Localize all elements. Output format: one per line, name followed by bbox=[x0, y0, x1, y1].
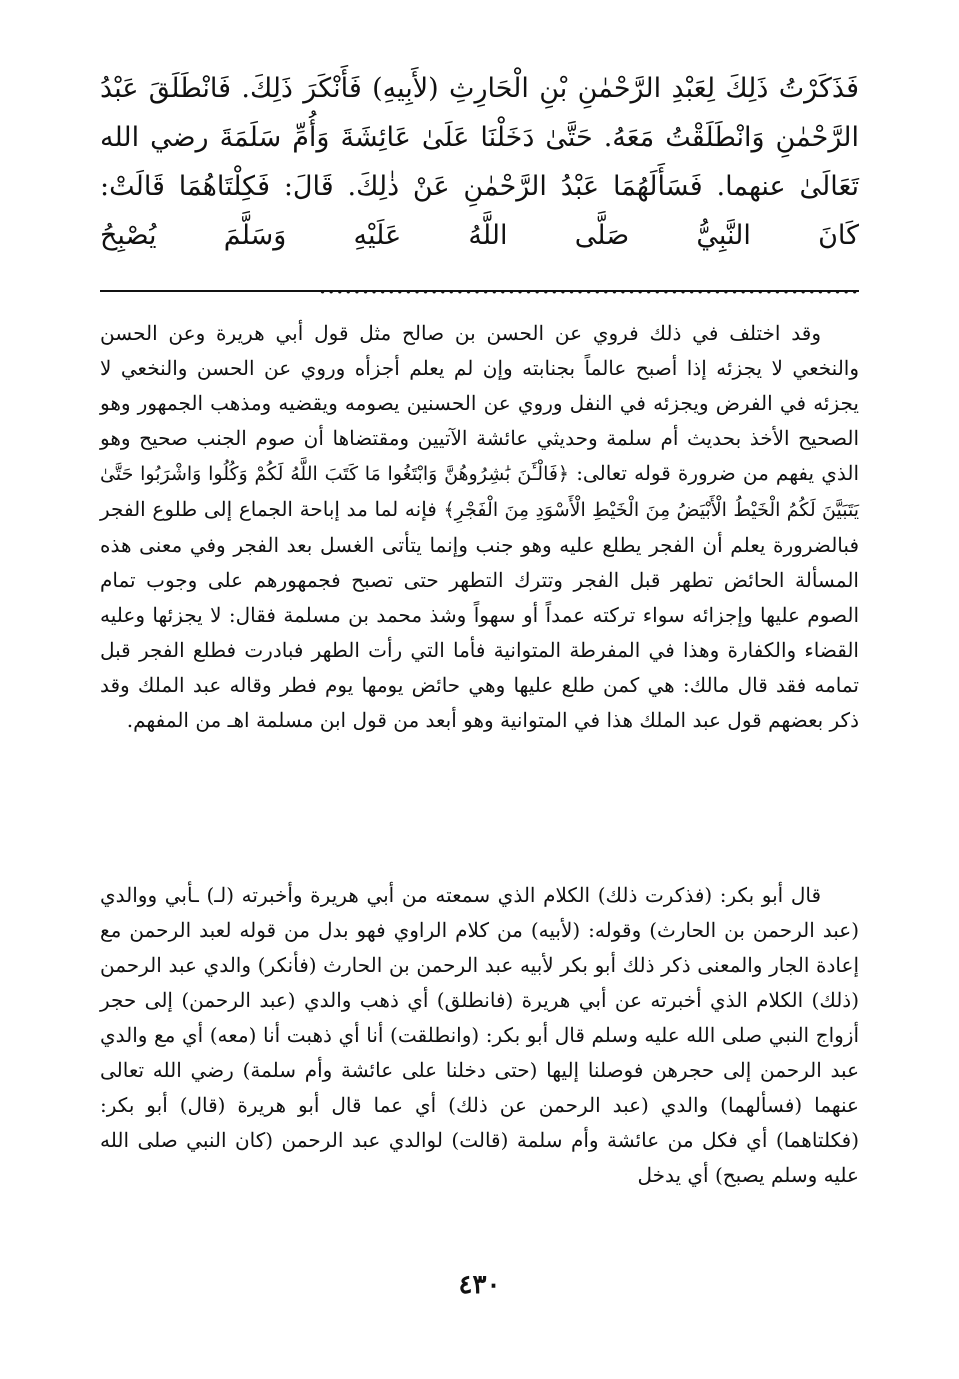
hadith-ellipsis: ............................................................... bbox=[318, 269, 859, 300]
quran-verse: ﴿فَالْـَٔنَ بَٰشِرُوهُنَّ وَابْتَغُوا مَا كَتَبَ اللَّهُ لَكُمْ وَكُلُوا وَاشْرَبُوا حَتَّىٰ يَتَبَيَّنَ لَكُمُ الْخَيْطُ الْأَبْيَضُ مِنَ الْخَيْطِ الْأَسْوَدِ مِنَ الْفَجْرِ﴾ bbox=[100, 463, 859, 521]
hadith-body: فَذَكَرْتُ ذَلِكَ لِعَبْدِ الرَّحْمٰنِ بْنِ الْحَارِثِ (لأَبِيهِ) فَأَنْكَرَ ذَلِكَ. فَانْطَلَقَ عَبْدُ الرَّحْمٰنِ وَانْطَلَقْتُ مَعَهُ. حَتَّىٰ دَخَلْنَا عَلَىٰ عَائِشَةَ وَأُمِّ سَلَمَةَ رضي الله تَعَالَىٰ عنهما. فَسَأَلَهُمَا عَبْدُ الرَّحْمٰنِ عَنْ ذٰلِكَ. قَالَ: فَكِلْتَاهُمَا قَالَتْ: كَانَ النَّبِيُّ صَلَّى اللَّهُ عَلَيْهِ وَسَلَّمَ يُصْبِحُ bbox=[100, 73, 859, 251]
separator-rule bbox=[100, 290, 859, 292]
commentary-section-2 bbox=[100, 878, 859, 1193]
commentary-text-before-verse: وقد اختلف في ذلك فروي عن الحسن بن صالح مثل قول أبي هريرة وعن الحسن والنخعي لا يجزئه إذا أصبح عالماً بجنابته وإن لم يعلم أجزأه وروي عن الحسن والنخعي لا يجزئه في الفرض ويجزئه في النفل وروي عن الحسنين يصومه ويقضيه ومذهب الجمهور وهو الصحيح الأخذ بحديث أم سلمة وحديثي عائشة الآتيين ومقتضاها أن صوم الجنب صحيح وهو الذي يفهم من ضرورة قوله تعالى: bbox=[100, 321, 860, 485]
hadith-text bbox=[100, 64, 859, 309]
commentary-paragraph bbox=[100, 316, 859, 738]
commentary-paragraph: قال أبو بكر: (فذكرت ذلك) الكلام الذي سمعته من أبي هريرة وأخبرته (لـ) ـأبي ووالدي (عبد الرحمن بن الحارث) وقوله: (لأبيه) من كلام الراوي فهو بدل من قوله لعبد الرحمن مع إعادة الجار والمعنى ذكر ذلك أبو بكر لأبيه عبد الرحمن بن الحارث (فأنكر) والدي عبد الرحمن (ذلك) الكلام الذي أخبرته عن أبي هريرة (فانطلق) أي ذهب والدي (عبد الرحمن) إلى حجر أزواج النبي صلى الله عليه وسلم قال أبو بكر: (وانطلقت) أنا أي ذهبت أنا (معه) أي مع والدي عبد الرحمن إلى حجرهن فوصلنا إليها (حتى دخلنا على عائشة وأم سلمة) رضي الله تعالى عنهما (فسألهما) والدي (عبد الرحمن عن ذلك) أي عما قال أبو هريرة (قال) أبو بكر: (فكلتاهما) أي فكل من عائشة وأم سلمة (قالت) لوالدي عبد الرحمن (كان النبي صلى الله عليه وسلم يصبح) أي يدخل bbox=[100, 883, 859, 1187]
page-number: ٤٣٠ bbox=[458, 1270, 501, 1300]
commentary-section-1 bbox=[100, 316, 859, 738]
commentary-text-after-verse: فإنه لما مد إباحة الجماع إلى طلوع الفجر فبالضرورة يعلم أن الفجر يطلع عليه وهو جنب وإنما يتأتى الغسل بعد الفجر وفي معنى هذه المسألة الحائض تطهر قبل الفجر وتترك التطهر حتى تصبح فجمهورهم على وجوب تمام الصوم عليها وإجزائه سواء تركته عمداً أو سهواً وشذ محمد بن مسلمة فقال: لا يجزئها وعليه القضاء والكفارة وهذا في المفرطة المتوانية فأما التي رأت الطهر فبادرت فطلع الفجر قبل تمامه فقد قال مالك: هي كمن طلع عليها وهي حائض يومها يوم فطر وقاله عبد الملك وقد ذكر بعضهم قول عبد الملك هذا في المتوانية وهو أبعد من قول ابن مسلمة اهـ من المفهم. bbox=[100, 497, 859, 732]
